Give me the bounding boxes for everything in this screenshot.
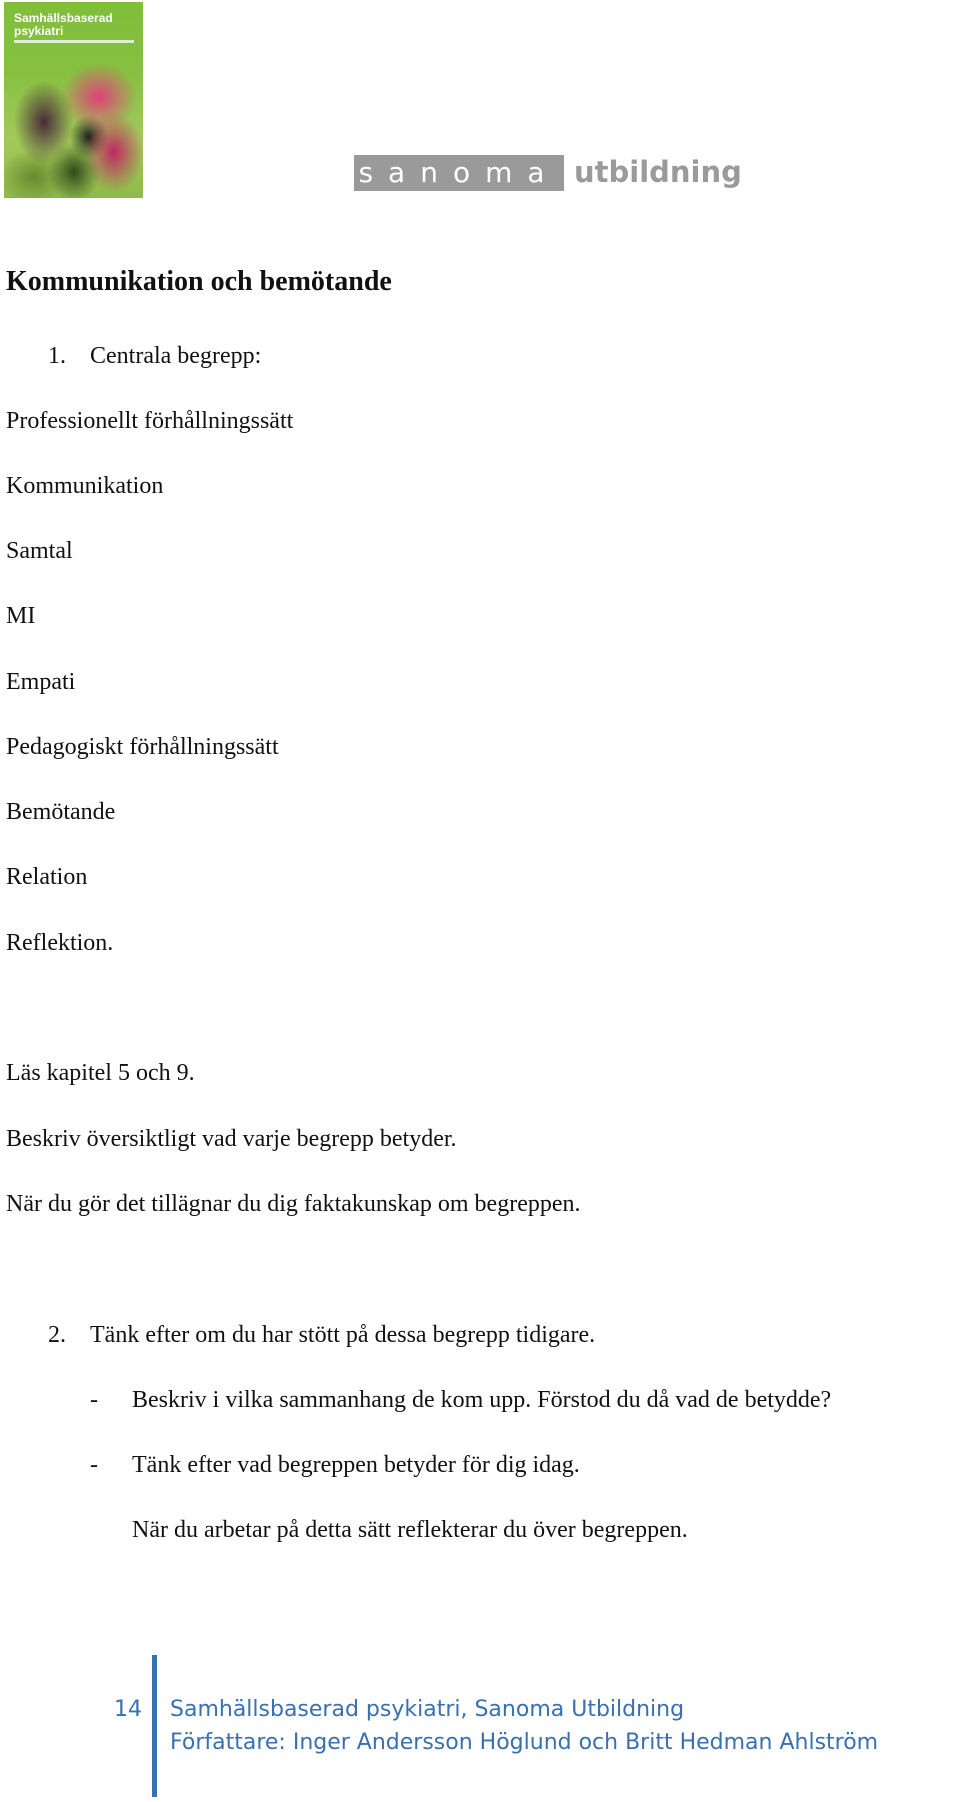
- section-1-number: 1.: [48, 343, 66, 369]
- bullet-text: Tänk efter vad begreppen betyder för dig idag.: [132, 1452, 580, 1478]
- concept-item: Pedagogiskt förhållningssätt: [6, 734, 279, 760]
- instruction-text: Läs kapitel 5 och 9.: [6, 1060, 195, 1086]
- page-number: 14: [114, 1697, 142, 1722]
- footer-divider: [152, 1655, 157, 1797]
- concept-item: Professionellt förhållningssätt: [6, 408, 294, 434]
- instruction-text: När du gör det tillägnar du dig faktakunskap om begreppen.: [6, 1191, 581, 1217]
- page-title: Kommunikation och bemötande: [6, 266, 392, 297]
- cover-subtitle-line: [14, 40, 134, 43]
- sanoma-utbildning-logo: [354, 155, 742, 191]
- bullet-item: [6, 1449, 766, 1481]
- concept-item: Bemötande: [6, 799, 116, 825]
- footer-publication: Samhällsbaserad psykiatri, Sanoma Utbildning: [170, 1697, 685, 1722]
- section-2-number: 2.: [48, 1322, 66, 1348]
- section-2-note: När du arbetar på detta sätt reflekterar du över begreppen.: [132, 1517, 688, 1543]
- bullet-dash: -: [90, 1387, 98, 1413]
- bullet-text: Beskriv i vilka sammanhang de kom upp. Förstod du då vad de betydde?: [132, 1387, 832, 1413]
- logo-suffix: utbildning: [574, 155, 742, 189]
- instruction-text: Beskriv översiktligt vad varje begrepp betyder.: [6, 1126, 457, 1152]
- concept-item: Samtal: [6, 538, 73, 564]
- concept-item: MI: [6, 603, 36, 629]
- concept-item: Reflektion.: [6, 930, 114, 956]
- concept-item: Kommunikation: [6, 473, 164, 499]
- footer-authors: Författare: Inger Andersson Höglund och Britt Hedman Ahlström: [170, 1730, 879, 1755]
- concept-item: Empati: [6, 669, 76, 695]
- section-1-label: Centrala begrepp:: [90, 343, 262, 369]
- bullet-item: [6, 1384, 956, 1416]
- section-1-heading: [6, 340, 606, 372]
- logo-wordmark: sanoma: [354, 155, 564, 191]
- book-cover-image: [4, 2, 143, 198]
- concept-item: Relation: [6, 864, 88, 890]
- bullet-dash: -: [90, 1452, 98, 1478]
- section-2-heading: [6, 1319, 766, 1351]
- cover-title: Samhällsbaserad psykiatri: [14, 11, 113, 38]
- section-2-label: Tänk efter om du har stött på dessa begrepp tidigare.: [90, 1322, 596, 1348]
